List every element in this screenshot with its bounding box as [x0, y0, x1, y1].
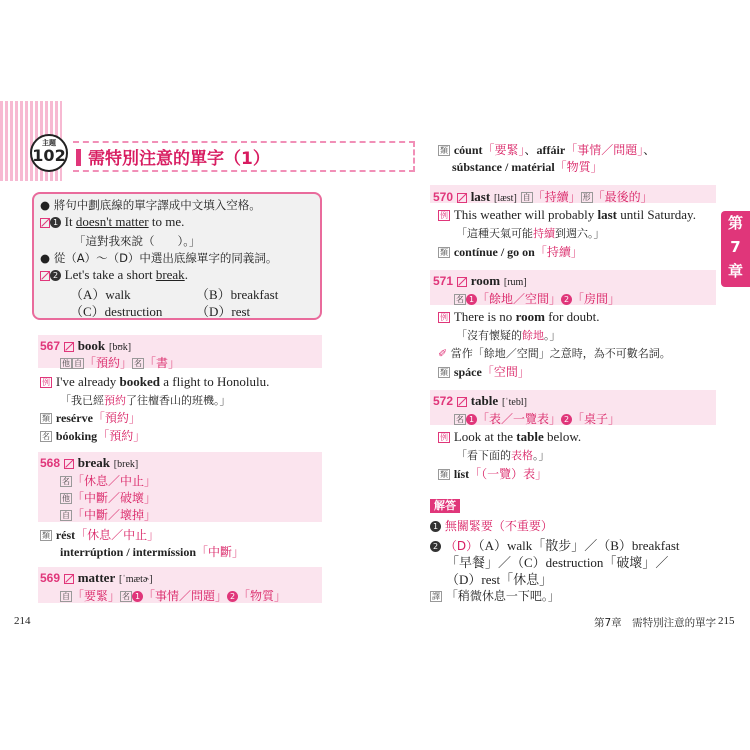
q-intro-2: ● 從（A）～（D）中選出底線單字的同義詞。 — [40, 251, 278, 265]
entry-569-meaning: 自 「要緊」 名 1 「事情／問題」 2 「物質」 — [62, 589, 287, 603]
entry-570-example: 例 This weather will probably last until Saturday. — [440, 207, 696, 222]
entry-567-head: 567 book [bʊk] — [40, 338, 132, 353]
page-number-left: 214 — [14, 615, 31, 627]
checkbox-icon — [457, 277, 467, 287]
entry-568-synonym-1: 類 rést「休息／中止」 — [42, 528, 160, 542]
entry-569-head: 569 matter [ˈmætɚ] — [40, 570, 153, 585]
entry-571-note: ✐ 當作「餘地／空間」之意時，為不可數名詞。 — [438, 347, 671, 360]
q2-sentence: 2 Let's take a short break. — [40, 267, 188, 283]
answer-2-line2: 「早餐」／（C）destruction「破壞」／ — [446, 555, 669, 570]
note-icon: ✐ — [438, 347, 448, 360]
checkbox-icon — [64, 574, 74, 584]
entry-571-translation: 「沒有懷疑的餘地。」 — [456, 329, 561, 342]
entry-571-meaning: 名 1 「餘地／空間」 2 「房間」 — [456, 292, 621, 306]
entry-568-meaning-2: 他 「中斷／破壞」 — [62, 491, 157, 505]
entry-567-translation: 「我已經預約了往檀香山的班機。」 — [60, 394, 231, 407]
example-icon: 例 — [440, 211, 448, 220]
synonyms-569-2: súbstance / matérial「物質」 — [452, 160, 603, 174]
option-d: （D）rest — [196, 304, 251, 319]
option-a: （A）walk — [70, 287, 131, 302]
entry-567-example: 例 I've already booked a flight to Honolulu. — [42, 374, 270, 389]
title-mark — [76, 149, 81, 166]
checkbox-icon — [40, 271, 50, 281]
entry-568-head: 568 break [brek] — [40, 455, 139, 470]
entry-572-example: 例 Look at the table below. — [440, 429, 582, 444]
entry-571-example: 例 There is no room for doubt. — [440, 309, 600, 324]
answer-2: 2 （D）（A）walk「散步」／（B）breakfast — [430, 535, 680, 554]
entry-572-synonym: 類 líst「（一覽）表」 — [440, 467, 548, 481]
entry-572-head: 572 table [ˈtebl] — [433, 393, 527, 408]
entry-570-translation: 「這種天氣可能持續到週六。」 — [456, 227, 605, 240]
option-b: （B）breakfast — [196, 287, 279, 302]
circle-1-icon: 1 — [50, 217, 61, 228]
page-title: 需特別注意的單字（1） — [88, 149, 270, 169]
entry-567-meaning: 他 自 「預約」 名 「書」 — [62, 356, 181, 370]
entry-571-synonym: 類 spáce「空間」 — [440, 365, 530, 379]
option-c: （C）destruction — [70, 304, 163, 319]
footer-title: 第7章 需特別注意的單字 — [594, 617, 717, 629]
entry-568-synonym-2: interrúption / intermíssion「中斷」 — [60, 545, 245, 559]
checkbox-icon — [457, 397, 467, 407]
checkbox-icon — [64, 459, 74, 469]
badge-number: 102 — [32, 146, 66, 165]
example-icon: 例 — [440, 433, 448, 442]
checkbox-icon — [64, 342, 74, 352]
entry-567-synonym-1: 類 resérve「預約」 — [42, 411, 141, 425]
answer-1: 1 無關緊要（不重要） — [430, 517, 553, 534]
answer-2-line3: （D）rest「休息」 — [446, 572, 553, 587]
entry-572-translation: 「看下面的表格。」 — [456, 449, 550, 462]
example-icon: 例 — [440, 313, 448, 322]
synonyms-569: 類 cóunt「要緊」、affáir「事情／問題」、 — [440, 143, 656, 157]
checkbox-icon — [457, 193, 467, 203]
chapter-tab: 第 7 章 — [721, 211, 750, 287]
topic-badge — [30, 134, 68, 172]
answer-title: 解答 — [430, 499, 460, 513]
q1-sentence: 1 It doesn't matter to me. — [40, 214, 184, 230]
example-icon: 例 — [42, 378, 50, 387]
q1-translation: 「這對我來說（ ）。」 — [74, 234, 201, 248]
answer-translation: 譯 「稍微休息一下吧。」 — [432, 589, 560, 603]
entry-571-head: 571 room [rum] — [433, 273, 527, 288]
page-number-right: 215 — [718, 615, 735, 627]
entry-568-meaning-3: 自 「中斷／壞掉」 — [62, 508, 157, 522]
entry-570-head: 570 last [læst] 自 「持續」 形 「最後的」 — [433, 189, 653, 204]
circle-2-icon: 2 — [50, 270, 61, 281]
entry-567-synonym-2: 名 bóoking「預約」 — [42, 429, 146, 443]
entry-568-meaning-1: 名 「休息／中止」 — [62, 474, 157, 488]
badge-label: 主題 — [42, 139, 56, 147]
entry-570-synonym: 類 contínue / go on「持續」 — [440, 245, 583, 259]
checkbox-icon — [40, 218, 50, 228]
q-intro-1: ● 將句中劃底線的單字譯成中文填入空格。 — [40, 198, 261, 212]
entry-572-meaning: 名 1 「表／一覽表」 2 「桌子」 — [456, 412, 621, 426]
